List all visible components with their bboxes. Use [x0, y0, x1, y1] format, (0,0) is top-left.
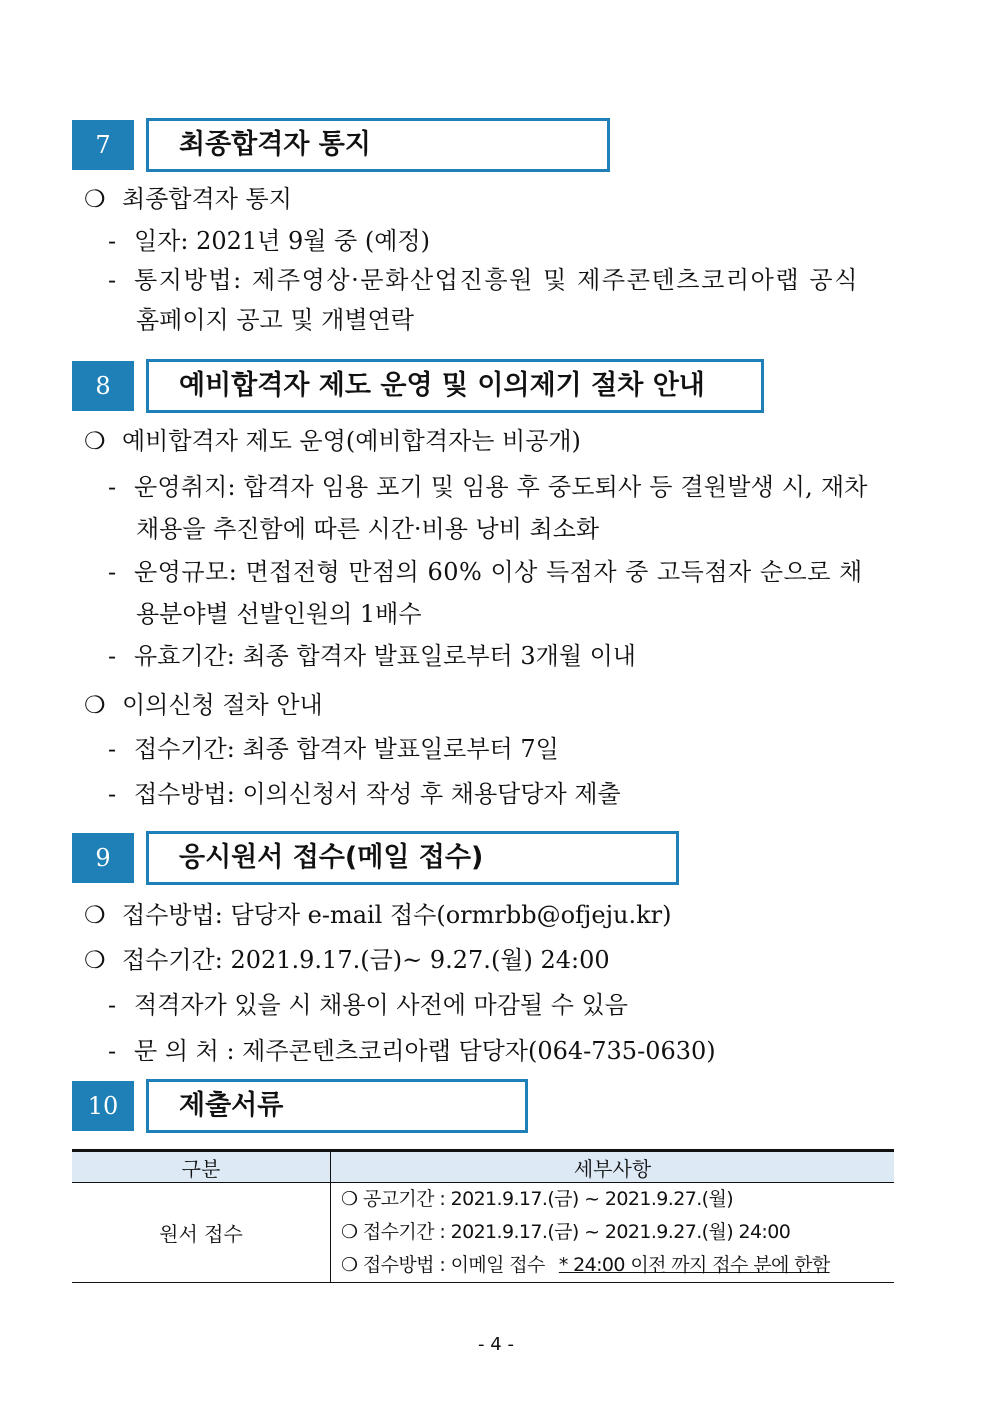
section-number: 10	[72, 1081, 134, 1131]
bullet-item: ❍ 접수방법: 담당자 e-mail 접수(ormrbb@ofjeju.kr)	[84, 901, 672, 929]
detail-line: ❍ 공고기간 : 2021.9.17.(금) ~ 2021.9.27.(월)	[341, 1188, 734, 1210]
circle-bullet-icon: ❍	[84, 946, 106, 974]
dash-item: - 유효기간: 최종 합격자 발표일로부터 3개월 이내	[108, 642, 636, 670]
bullet-item: ❍ 접수기간: 2021.9.17.(금)~ 9.27.(월) 24:00	[84, 946, 610, 974]
circle-bullet-icon: ❍	[84, 185, 106, 213]
table-header-cell: 세부사항	[331, 1151, 895, 1183]
table-header-row	[72, 1151, 894, 1183]
section-title: 최종합격자 통지	[146, 118, 610, 172]
continuation-line: 홈페이지 공고 및 개별연락	[136, 306, 414, 334]
page-number: - 4 -	[478, 1334, 514, 1355]
detail-line: ❍ 접수방법 : 이메일 접수 * 24:00 이전 까지 접수 분에 한함	[341, 1254, 830, 1276]
section-number: 8	[72, 361, 134, 411]
dash-bullet-icon: -	[108, 780, 117, 808]
dash-bullet-icon: -	[108, 642, 117, 670]
table-row	[72, 1183, 894, 1283]
table-category-cell: 원서 접수	[72, 1183, 331, 1283]
dash-bullet-icon: -	[108, 991, 117, 1019]
dash-bullet-icon: -	[108, 735, 117, 763]
section-title: 예비합격자 제도 운영 및 이의제기 절차 안내	[146, 359, 764, 413]
continuation-line: 채용을 추진함에 따른 시간·비용 낭비 최소화	[136, 515, 600, 543]
dash-item: - 문 의 처 : 제주콘텐츠코리아랩 담당자(064-735-0630)	[108, 1037, 716, 1065]
dash-bullet-icon: -	[108, 1037, 117, 1065]
dash-bullet-icon: -	[108, 227, 117, 255]
dash-item: - 운영취지: 합격자 임용 포기 및 임용 후 중도퇴사 등 결원발생 시, 재차	[108, 473, 868, 501]
circle-bullet-icon: ❍	[84, 427, 106, 455]
circle-bullet-icon: ❍	[341, 1254, 358, 1276]
circle-bullet-icon: ❍	[84, 691, 106, 719]
bullet-item: ❍ 이의신청 절차 안내	[84, 691, 323, 719]
dash-item: - 운영규모: 면접전형 만점의 60% 이상 득점자 중 고득점자 순으로 채	[108, 558, 863, 586]
bullet-item: ❍ 최종합격자 통지	[84, 185, 292, 213]
circle-bullet-icon: ❍	[84, 901, 106, 929]
section-title: 응시원서 접수(메일 접수)	[146, 831, 679, 885]
deadline-note: * 24:00 이전 까지 접수 분에 한함	[558, 1254, 830, 1276]
dash-item: - 접수방법: 이의신청서 작성 후 채용담당자 제출	[108, 780, 621, 808]
table-detail-cell	[331, 1183, 895, 1283]
documents-table	[72, 1149, 894, 1283]
dash-item: - 일자: 2021년 9월 중 (예정)	[108, 227, 430, 255]
section-number: 7	[72, 120, 134, 170]
bullet-item: ❍ 예비합격자 제도 운영(예비합격자는 비공개)	[84, 427, 581, 455]
continuation-line: 용분야별 선발인원의 1배수	[136, 600, 422, 628]
circle-bullet-icon: ❍	[341, 1188, 358, 1210]
dash-item: - 통지방법: 제주영상·문화산업진흥원 및 제주콘텐츠코리아랩 공식	[108, 266, 859, 294]
dash-bullet-icon: -	[108, 473, 117, 501]
table-header-cell: 구분	[72, 1151, 331, 1183]
dash-item: - 접수기간: 최종 합격자 발표일로부터 7일	[108, 735, 559, 763]
section-number: 9	[72, 833, 134, 883]
dash-bullet-icon: -	[108, 266, 117, 294]
dash-bullet-icon: -	[108, 558, 117, 586]
dash-item: - 적격자가 있을 시 채용이 사전에 마감될 수 있음	[108, 991, 628, 1019]
detail-line: ❍ 접수기간 : 2021.9.17.(금) ~ 2021.9.27.(월) 24:00	[341, 1221, 791, 1243]
section-title: 제출서류	[146, 1079, 528, 1133]
circle-bullet-icon: ❍	[341, 1221, 358, 1243]
